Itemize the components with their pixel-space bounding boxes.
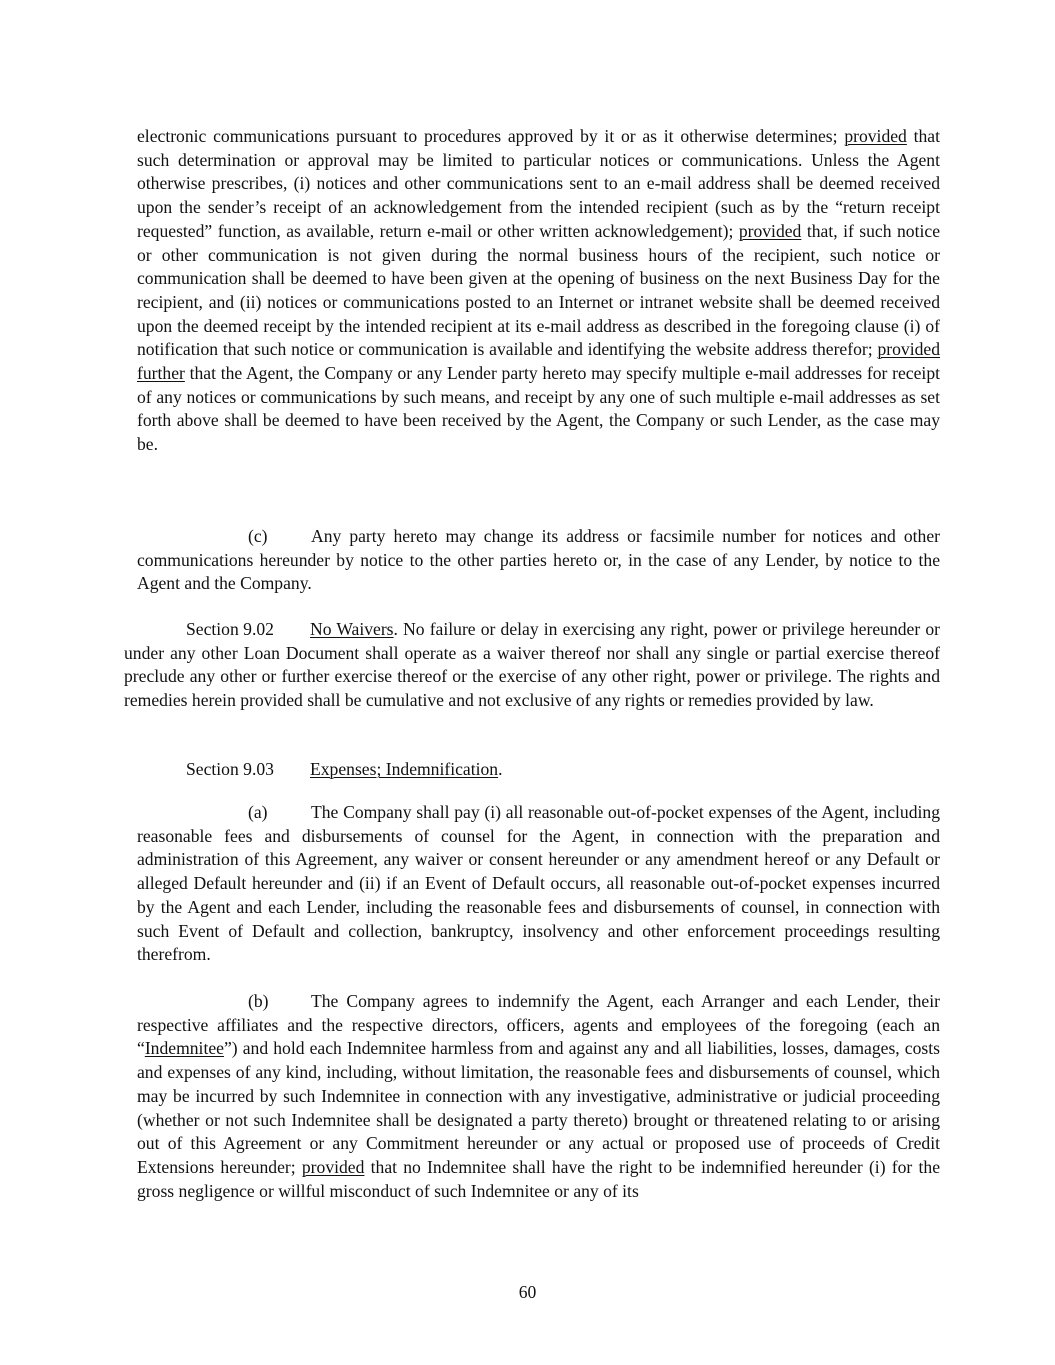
section-9-03-number: Section 9.03	[186, 759, 274, 779]
section-9-03-heading: Expenses; Indemnification	[310, 759, 499, 779]
subsection-b-text-3: that no Indemnitee shall have the right to be indemnified hereunder (i) for the gross negligence or willful misconduct of such Indemnitee or any of its	[137, 1156, 940, 1201]
subsection-c-label: (c)	[248, 526, 268, 546]
continuation-text-5: that the Agent, the Company or any Lender party hereto may specify multiple e-mail addresses for receipt of any notices or communications by such means, and receipt by any one of such multiple e-mail addresses as set forth above shall be deemed to have been received by the Agent, the Company or such Lender, as the case may be.	[137, 363, 940, 455]
section-9-03-heading-line	[124, 758, 940, 782]
continuation-paragraph	[137, 125, 940, 457]
continuation-text-2: that such determination or approval may be limited to particular notices or communications. Unless the Agent otherwise prescribes, (i) notices and other communications sent to an e-mail address shall be deemed received upon the sender’s receipt of an acknowledgement from the intended recipient (such as by the “return receipt requested” function, as available, return e-mail or other written acknowledgement);	[137, 126, 940, 241]
section-9-02	[124, 618, 940, 713]
subsection-b-text-2: ”) and hold each Indemnitee harmless from and against any and all liabilities, losses, damages, costs and expenses of any kind, including, without limitation, the reasonable fees and disbursements of counsel, which may be incurred by such Indemnitee in connection with any investigative, administrative or judicial proceeding (whether or not such Indemnitee shall be designated a party thereto) brought or threatened relating to or arising out of this Agreement or any Commitment hereunder or any actual or proposed use of proceeds of Credit Extensions hereunder;	[137, 1038, 940, 1177]
section-9-03-trail: .	[498, 759, 503, 779]
section-9-02-text: . No failure or delay in exercising any right, power or privilege hereunder or under any other Loan Document shall operate as a waiver thereof nor shall any single or partial exercise thereof preclude any other or further exercise thereof or the exercise of any other right, power or privilege. The rights and remedies herein provided shall be cumulative and not exclusive of any rights or remedies provided by law.	[124, 619, 940, 711]
subsection-b-label: (b)	[248, 991, 269, 1011]
subsection-a-label: (a)	[248, 802, 268, 822]
provided-term-4: provided	[301, 1156, 365, 1177]
provided-term-1: provided	[844, 126, 907, 146]
indemnitee-term: Indemnitee	[144, 1038, 224, 1059]
subsection-c	[137, 525, 940, 596]
page-number: 60	[518, 1282, 537, 1302]
continuation-text-1: electronic communications pursuant to procedures approved by it or as it otherwise determines;	[137, 126, 845, 146]
provided-term-3: provided	[877, 339, 940, 360]
provided-term-2: provided	[738, 220, 802, 241]
section-9-02-number: Section 9.02	[186, 619, 274, 639]
continuation-text-3: that, if such notice or other communication is not given during the normal business hours of the recipient, such notice or communication shall be deemed to have been given at the opening of business on the next Business Day for the recipient, and (ii) notices or communications posted to an Internet or intranet website shall be deemed received upon the deemed receipt by the intended recipient at its e-mail address as described in the foregoing clause (i) of notification that such notice or communication is available and identifying the website address therefor;	[137, 220, 940, 360]
subsection-a	[137, 801, 940, 967]
subsection-b	[137, 990, 940, 1203]
subsection-c-text: Any party hereto may change its address or facsimile number for notices and other communications hereunder by notice to the other parties hereto or, in the case of any Lender, by notice to the Agent and the Company.	[137, 526, 940, 594]
section-9-02-heading: No Waivers	[310, 619, 394, 639]
subsection-a-text: The Company shall pay (i) all reasonable out-of-pocket expenses of the Agent, including reasonable fees and disbursements of counsel for the Agent, in connection with the preparation and administration of this Agreement, any waiver or consent hereunder or any amendment hereof or any Default or alleged Default hereunder and (ii) if an Event of Default occurs, all reasonable out-of-pocket expenses incurred by the Agent and each Lender, including the reasonable fees and disbursements of counsel, in connection with such Event of Default and collection, bankruptcy, insolvency and other enforcement proceedings resulting therefrom.	[137, 802, 940, 965]
subsection-b-text-1: The Company agrees to indemnify the Agent, each Arranger and each Lender, their respective affiliates and the respective directors, officers, agents and employees of the foregoing (each an “	[137, 991, 940, 1059]
further-term: further	[137, 363, 185, 384]
